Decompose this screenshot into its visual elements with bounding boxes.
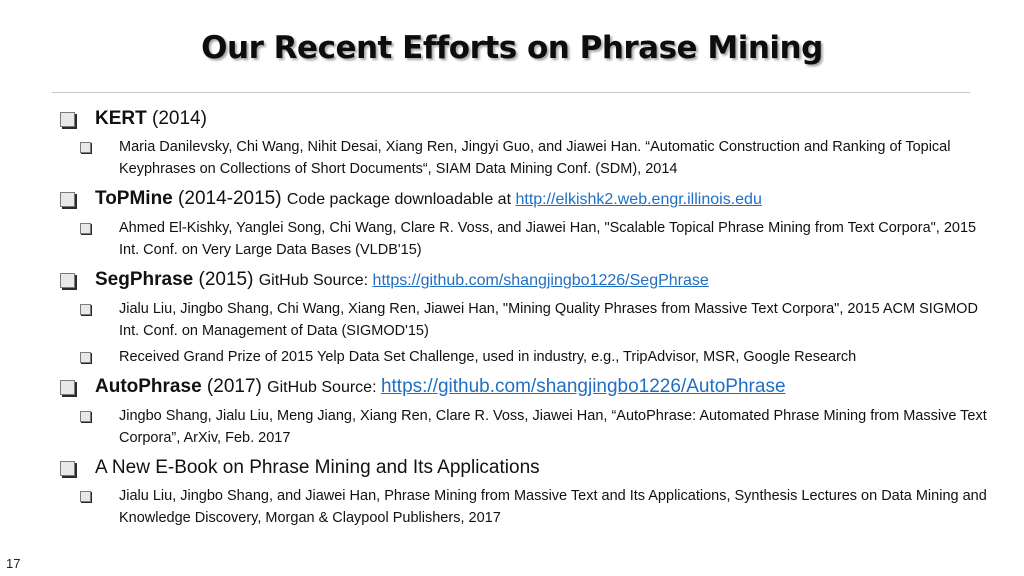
topmine-link[interactable]: http://elkishk2.web.engr.illinois.edu [515, 191, 762, 208]
item-ebook [60, 455, 1000, 481]
item-name: SegPhrase [95, 269, 194, 290]
item-years: (2015) [193, 269, 259, 290]
item-years: (2017) [201, 376, 268, 397]
item-name: A New E-Book on Phrase Mining and Its Applications [95, 457, 540, 478]
item-autophrase-reference [60, 405, 1000, 449]
item-description: GitHub Source: [258, 272, 373, 289]
title-divider [52, 92, 970, 93]
checkbox-bullet-icon [60, 461, 75, 476]
item-name: KERT [95, 108, 147, 129]
checkbox-bullet-icon [60, 192, 75, 207]
item-topmine [60, 186, 1000, 213]
segphrase-link[interactable]: https://github.com/shangjingbo1226/SegPhrase [372, 272, 709, 289]
page-number: 17 [6, 556, 21, 571]
reference-text: Jialu Liu, Jingbo Shang, Chi Wang, Xiang Ren, Jiawei Han, "Mining Quality Phrases from Massive Text Corpora", 2015 ACM SIGMOD Int. Conf. on Management of Data (SIGMOD'15) [119, 301, 978, 339]
item-ebook-reference [60, 485, 1000, 529]
item-segphrase-award [60, 346, 1000, 368]
item-years: (2014) [146, 108, 207, 129]
reference-text: Ahmed El-Kishky, Yanglei Song, Chi Wang, Clare R. Voss, and Jiawei Han, "Scalable Topical Phrase Mining from Text Corpora", 2015 Int. Conf. on Very Large Data Bases (VLDB'15) [119, 220, 977, 258]
checkbox-bullet-icon [80, 352, 91, 363]
checkbox-bullet-icon [60, 273, 75, 288]
item-segphrase [60, 267, 1000, 294]
checkbox-bullet-icon [80, 223, 91, 234]
award-text: Received Grand Prize of 2015 Yelp Data Set Challenge, used in industry, e.g., TripAdvisor, MSR, Google Research [119, 349, 857, 365]
checkbox-bullet-icon [80, 411, 91, 422]
checkbox-bullet-icon [80, 304, 91, 315]
slide-title: Our Recent Efforts on Phrase Mining [201, 30, 823, 66]
reference-text: Jingbo Shang, Jialu Liu, Meng Jiang, Xiang Ren, Clare R. Voss, Jiawei Han, “AutoPhrase: Automated Phrase Mining from Massive Text Corpora”, ArXiv, Feb. 2017 [119, 408, 987, 446]
item-kert [60, 106, 1000, 132]
checkbox-bullet-icon [60, 112, 75, 127]
item-description: Code package downloadable at [286, 191, 516, 208]
checkbox-bullet-icon [60, 380, 75, 395]
reference-text: Maria Danilevsky, Chi Wang, Nihit Desai, Xiang Ren, Jingyi Guo, and Jiawei Han. “Automatic Construction and Ranking of Topical Keyphrases on Collections of Short Documents“, SIAM Data Mining Conf. (SDM), 2014 [119, 139, 951, 177]
item-name: AutoPhrase [95, 376, 202, 397]
item-topmine-reference [60, 217, 1000, 261]
item-segphrase-reference [60, 298, 1000, 342]
item-name: ToPMine [95, 188, 173, 209]
item-kert-reference [60, 136, 1000, 180]
reference-text: Jialu Liu, Jingbo Shang, and Jiawei Han, Phrase Mining from Massive Text and Its Applications, Synthesis Lectures on Data Mining and Knowledge Discovery, Morgan & Claypool Publishers, 2017 [119, 488, 987, 526]
item-description: GitHub Source: [267, 379, 381, 396]
bullet-list [60, 100, 1000, 529]
item-years: (2014-2015) [172, 188, 287, 209]
checkbox-bullet-icon [80, 491, 91, 502]
checkbox-bullet-icon [80, 142, 91, 153]
autophrase-link[interactable]: https://github.com/shangjingbo1226/AutoPhrase [380, 376, 786, 397]
item-autophrase [60, 374, 1000, 401]
